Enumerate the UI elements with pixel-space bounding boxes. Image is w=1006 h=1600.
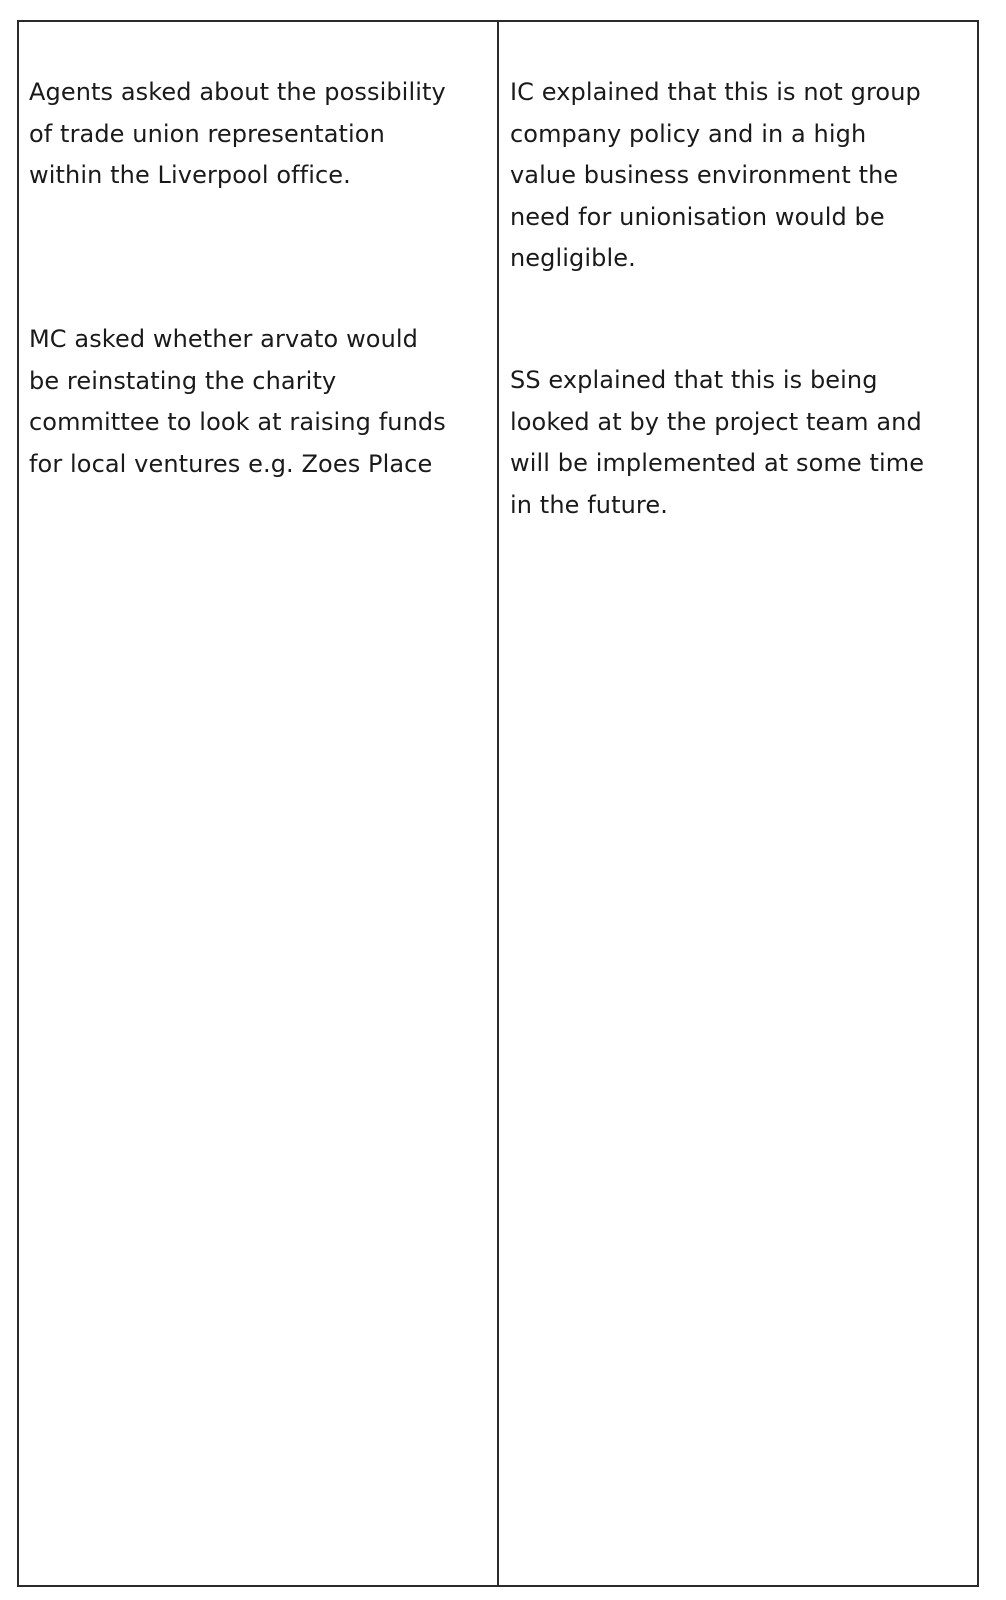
minutes-table: [17, 20, 979, 1587]
question-text-trade-union: Agents asked about the possibility of trade union representation within the Liverpool office.: [29, 78, 446, 189]
answer-text-charity-committee: SS explained that this is being looked at by the project team and will be implemented at some time in the future.: [510, 366, 925, 519]
question-text-charity-committee: MC asked whether arvato would be reinstating the charity committee to look at raising funds for local ventures e.g. Zoes Place: [29, 325, 446, 478]
answer-text-trade-union: IC explained that this is not group company policy and in a high value business environment the need for unionisation would be negligible.: [510, 78, 921, 272]
column-divider: [497, 22, 499, 1585]
